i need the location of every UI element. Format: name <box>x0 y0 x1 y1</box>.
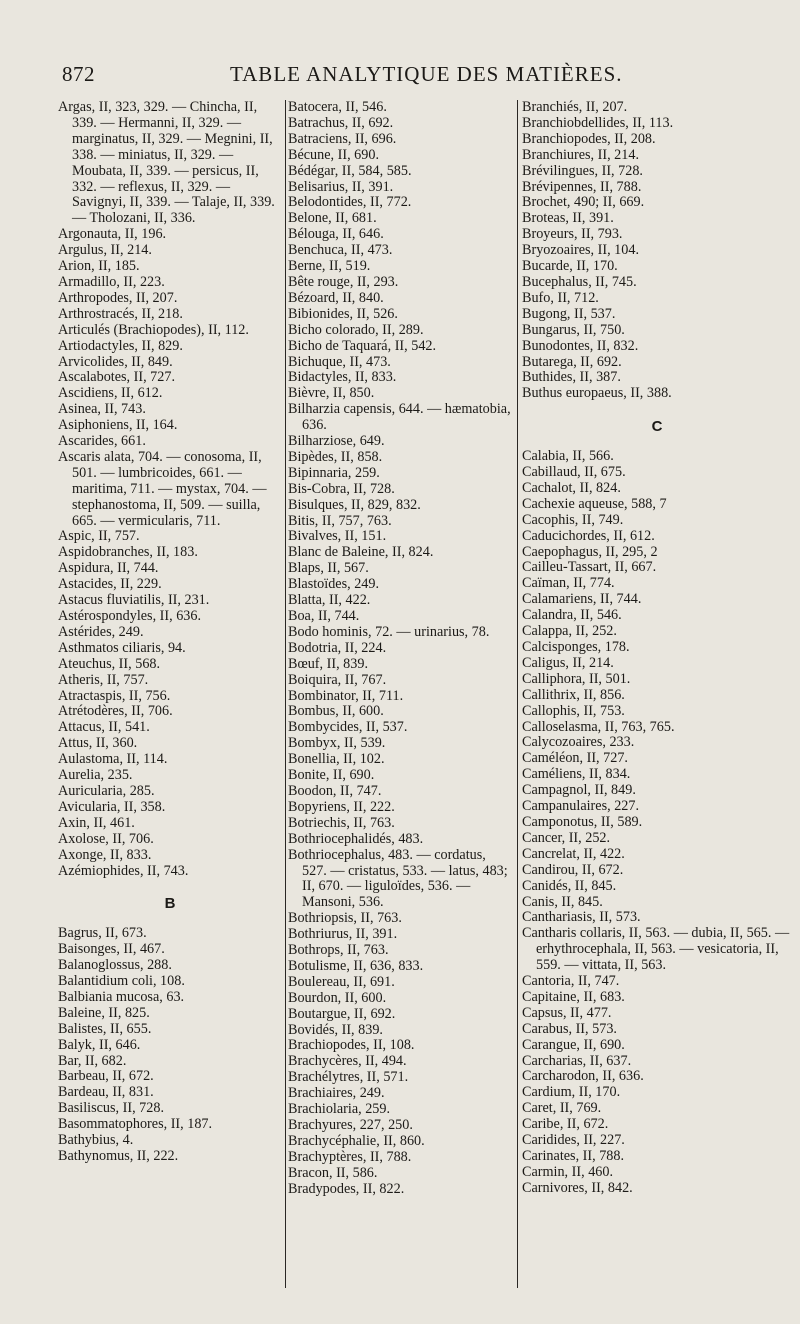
index-entry: Asinea, II, 743. <box>58 401 146 418</box>
index-entry: Axolose, II, 706. <box>58 830 154 847</box>
index-entry: Bombycides, II, 537. <box>288 719 408 736</box>
index-entry: Brévilingues, II, 728. <box>522 162 643 179</box>
index-entry: Bombyx, II, 539. <box>288 735 386 752</box>
index-entry: Arvicolides, II, 849. <box>58 353 173 370</box>
index-entry: Brachiopodes, II, 108. <box>288 1037 415 1054</box>
index-entry: Campagnol, II, 849. <box>522 782 636 799</box>
index-entry: Arthropodes, II, 207. <box>58 289 178 306</box>
index-entry: Boutargue, II, 692. <box>288 1005 396 1022</box>
index-entry: Butarega, II, 692. <box>522 353 622 370</box>
index-entry: Bothrops, II, 763. <box>288 942 389 959</box>
index-entry: Boa, II, 744. <box>288 608 360 624</box>
running-title: TABLE ANALYTIQUE DES MATIÈRES. <box>230 62 623 86</box>
index-entry: Bichuque, II, 473. <box>288 353 391 370</box>
index-entry: Bonite, II, 690. <box>288 767 375 784</box>
index-entry: Asiphoniens, II, 164. <box>58 417 178 434</box>
index-entry: Bœuf, II, 839. <box>288 655 368 672</box>
index-entry: Bopyriens, II, 222. <box>288 798 395 815</box>
index-entry: Barbeau, II, 672. <box>58 1068 154 1085</box>
index-entry: Bathybius, 4. <box>58 1132 134 1149</box>
index-entry: Bracon, II, 586. <box>288 1164 378 1181</box>
index-entry: Balyk, II, 646. <box>58 1036 141 1053</box>
index-entry: Basommatophores, II, 187. <box>58 1116 213 1133</box>
index-entry: Caméléon, II, 727. <box>522 750 628 767</box>
index-entry: Bilharzia capensis, 644. — hæmatobia, 636. <box>288 401 511 434</box>
index-entry: Canidés, II, 845. <box>522 877 617 894</box>
index-entry: Calloselasma, II, 763, 765. <box>522 718 675 735</box>
index-entry: Brochet, 490; II, 669. <box>522 194 645 211</box>
index-entry: Cachexie aqueuse, 588, 7 <box>522 495 667 512</box>
index-entry: Carabus, II, 573. <box>522 1020 617 1037</box>
index-entry: Axonge, II, 833. <box>58 846 152 863</box>
index-entry: Brachyptères, II, 788. <box>288 1148 412 1165</box>
index-entry: Brachycères, II, 494. <box>288 1053 407 1070</box>
index-entry: Aspidura, II, 744. <box>58 560 159 577</box>
index-entry: Artiodactyles, II, 829. <box>58 337 183 354</box>
index-entry: Astérides, 249. <box>58 623 144 640</box>
index-entry: Brachélytres, II, 571. <box>288 1069 409 1086</box>
index-entry: Caepophagus, II, 295, 2 <box>522 543 658 560</box>
index-entry: Caducichordes, II, 612. <box>522 527 655 544</box>
index-entry: Caribe, II, 672. <box>522 1116 609 1133</box>
index-entry: Ascidiens, II, 612. <box>58 385 163 402</box>
index-entry: Bisulques, II, 829, 832. <box>288 496 421 513</box>
index-entry: Boodon, II, 747. <box>288 782 382 799</box>
index-entry: Branchiobdellides, II, 113. <box>522 114 674 131</box>
section-letter: B <box>164 895 176 913</box>
index-entry: Ascalabotes, II, 727. <box>58 369 176 386</box>
index-entry: Bidactyles, II, 833. <box>288 369 397 386</box>
index-entry: Argas, II, 323, 329. — Chincha, II, 339. — Hermanni, II, 329. — marginatus, II, 329. — Megnini, II, 338. — miniatus, II, 329. — Moubata, II, 339. — persicus, II, 332. — reflexus, II, 329. — Savignyi, II, 339. — Talaje, II, 339. — Tholozani, II, 336. <box>58 99 275 227</box>
index-entry: Argonauta, II, 196. <box>58 226 167 243</box>
index-entry: Arthrostracés, II, 218. <box>58 305 183 322</box>
index-entry: Cancer, II, 252. <box>522 829 611 846</box>
index-entry: Camponotus, II, 589. <box>522 813 643 830</box>
index-entry: Bilharziose, 649. <box>288 433 385 450</box>
index-entry: Astacides, II, 229. <box>58 576 162 593</box>
index-entry: Canthariasis, II, 573. <box>522 909 641 926</box>
index-column-2 <box>288 100 514 1198</box>
index-entry: Asthmatos ciliaris, 94. <box>58 639 186 656</box>
index-entry: Boulereau, II, 691. <box>288 973 395 990</box>
index-entry: Batrachus, II, 692. <box>288 114 394 131</box>
index-entry: Branchiopodes, II, 208. <box>522 130 656 147</box>
index-entry: Capitaine, II, 683. <box>522 988 625 1005</box>
index-entry: Calappa, II, 252. <box>522 623 617 640</box>
index-entry: Bis-Cobra, II, 728. <box>288 480 395 497</box>
index-entry: Bécune, II, 690. <box>288 146 380 163</box>
index-entry: Aurelia, 235. <box>58 767 133 784</box>
index-entry: Bar, II, 682. <box>58 1052 127 1069</box>
index-entry: Balistes, II, 655. <box>58 1020 152 1037</box>
index-entry: Azémiophides, II, 743. <box>58 862 189 879</box>
index-entry: Aspic, II, 757. <box>58 528 140 545</box>
index-entry: Benchuca, II, 473. <box>288 242 393 259</box>
index-entry: Blaps, II, 567. <box>288 560 369 577</box>
index-entry: Branchiures, II, 214. <box>522 146 640 163</box>
index-entry: Balbiania mucosa, 63. <box>58 988 185 1005</box>
index-entry: Bathynomus, II, 222. <box>58 1148 179 1164</box>
index-entry: Belone, II, 681. <box>288 210 377 227</box>
index-entry: Blastoïdes, 249. <box>288 576 380 593</box>
index-entry: Calamariens, II, 744. <box>522 591 642 608</box>
index-entry: Armadillo, II, 223. <box>58 273 165 290</box>
index-entry: Bitis, II, 757, 763. <box>288 512 392 529</box>
index-entry: Ascarides, 661. <box>58 433 146 450</box>
index-entry: Capsus, II, 477. <box>522 1004 612 1021</box>
index-entry: Callithrix, II, 856. <box>522 686 625 703</box>
index-entry: Calandra, II, 546. <box>522 607 622 624</box>
index-entry: Brévipennes, II, 788. <box>522 178 642 195</box>
index-entry: Bothriocephalidés, 483. <box>288 830 424 847</box>
index-entry: Bufo, II, 712. <box>522 289 599 306</box>
index-entry: Bradypodes, II, 822. <box>288 1180 405 1197</box>
index-entry: Callophis, II, 753. <box>522 702 625 719</box>
index-entry: Bombinator, II, 711. <box>288 687 404 704</box>
index-entry: Bodotria, II, 224. <box>288 639 387 656</box>
index-entry: Buthus europaeus, II, 388. <box>522 385 672 402</box>
index-entry: Atractaspis, II, 756. <box>58 687 171 704</box>
index-entry: Axin, II, 461. <box>58 814 135 831</box>
index-entry: Bugong, II, 537. <box>522 305 616 322</box>
index-column-1 <box>58 100 282 1165</box>
index-entry: Bardeau, II, 831. <box>58 1084 154 1101</box>
index-entry: Batocera, II, 546. <box>288 99 387 115</box>
index-entry: Calliphora, II, 501. <box>522 670 631 687</box>
index-entry: Arion, II, 185. <box>58 258 140 275</box>
index-entry: Bombus, II, 600. <box>288 703 384 720</box>
index-entry: Calcisponges, 178. <box>522 639 630 655</box>
index-entry: Aspidobranches, II, 183. <box>58 544 198 561</box>
index-entry: Carmin, II, 460. <box>522 1163 614 1180</box>
index-entry: Buthides, II, 387. <box>522 369 621 386</box>
index-entry: Bothriurus, II, 391. <box>288 926 398 943</box>
index-entry: Botriechis, II, 763. <box>288 814 395 831</box>
index-entry: Atheris, II, 757. <box>58 671 149 688</box>
index-entry: Blanc de Baleine, II, 824. <box>288 544 434 561</box>
column-rule-right <box>517 100 518 1288</box>
index-entry: Brachyures, 227, 250. <box>288 1117 413 1133</box>
index-entry: Attus, II, 360. <box>58 735 138 752</box>
index-entry: Bucarde, II, 170. <box>522 258 618 275</box>
index-entry: Baleine, II, 825. <box>58 1004 150 1021</box>
index-entry: Bothriocephalus, 483. — cordatus, 527. — cristatus, 533. — latus, 483; II, 670. — liguloïdes, 536. — Mansoni, 536. <box>288 846 508 911</box>
index-entry: Canis, II, 845. <box>522 893 603 910</box>
index-entry: Astérospondyles, II, 636. <box>58 608 202 624</box>
index-entry: Ascaris alata, 704. — conosoma, II, 501. — lumbricoides, 661. — maritima, 711. — mystax, 704. — stephanostoma, II, 509. — suilla, 665. — vermicularis, 711. <box>58 448 267 529</box>
index-entry: Blatta, II, 422. <box>288 592 371 609</box>
index-entry: Broteas, II, 391. <box>522 210 614 227</box>
index-entry: Broyeurs, II, 793. <box>522 226 623 243</box>
index-entry: Basiliscus, II, 728. <box>58 1100 165 1117</box>
index-entry: Carangue, II, 690. <box>522 1036 625 1053</box>
index-entry: Brachiaires, 249. <box>288 1085 385 1102</box>
index-entry: Carinates, II, 788. <box>522 1148 625 1164</box>
index-entry: Astacus fluviatilis, II, 231. <box>58 592 210 609</box>
index-entry: Bélouga, II, 646. <box>288 226 384 243</box>
index-column-3 <box>522 100 792 1197</box>
index-entry: Argulus, II, 214. <box>58 242 152 259</box>
page-number: 872 <box>62 62 95 86</box>
index-entry: Cachalot, II, 824. <box>522 479 621 496</box>
index-entry: Aulastoma, II, 114. <box>58 751 168 768</box>
index-entry: Caméliens, II, 834. <box>522 766 631 783</box>
index-entry: Bovidés, II, 839. <box>288 1021 383 1038</box>
index-entry: Bucephalus, II, 745. <box>522 273 637 290</box>
index-entry: Avicularia, II, 358. <box>58 798 166 815</box>
index-entry: Bunodontes, II, 832. <box>522 337 639 354</box>
running-header <box>62 62 782 92</box>
index-entry: Belodontides, II, 772. <box>288 194 412 211</box>
index-entry: Atrétodères, II, 706. <box>58 703 173 720</box>
index-entry: Bagrus, II, 673. <box>58 925 147 942</box>
index-entry: Calycozoaires, 233. <box>522 734 635 751</box>
index-entry: Carcharodon, II, 636. <box>522 1068 644 1085</box>
index-entry: Cardium, II, 170. <box>522 1084 621 1101</box>
index-entry: Boiquira, II, 767. <box>288 671 387 688</box>
index-entry: Bézoard, II, 840. <box>288 289 384 306</box>
section-letter: C <box>651 418 663 436</box>
index-entry: Baisonges, II, 467. <box>58 941 165 958</box>
index-entry: Bonellia, II, 102. <box>288 751 385 768</box>
index-entry: Bédégar, II, 584, 585. <box>288 162 412 179</box>
index-entry: Bothriopsis, II, 763. <box>288 910 402 927</box>
index-entry: Balantidium coli, 108. <box>58 973 185 990</box>
index-entry: Cacophis, II, 749. <box>522 511 624 528</box>
index-entry: Candirou, II, 672. <box>522 861 624 878</box>
index-entry: Bipinnaria, 259. <box>288 464 380 481</box>
index-entry: Carcharias, II, 637. <box>522 1052 632 1069</box>
index-entry: Articulés (Brachiopodes), II, 112. <box>58 321 249 338</box>
index-entry: Bryozoaires, II, 104. <box>522 242 640 259</box>
index-entry: Branchiés, II, 207. <box>522 99 628 115</box>
index-entry: Calabia, II, 566. <box>522 448 614 465</box>
index-entry: Bicho de Taquará, II, 542. <box>288 337 437 354</box>
index-entry: Cantoria, II, 747. <box>522 973 620 990</box>
index-entry: Bicho colorado, II, 289. <box>288 321 424 338</box>
index-entry: Caridides, II, 227. <box>522 1132 625 1149</box>
index-entry: Batraciens, II, 696. <box>288 130 397 147</box>
index-entry: Bourdon, II, 600. <box>288 989 387 1006</box>
index-entry: Caïman, II, 774. <box>522 575 615 592</box>
index-entry: Cabillaud, II, 675. <box>522 464 626 481</box>
index-entry: Caligus, II, 214. <box>522 654 614 671</box>
index-entry: Bièvre, II, 850. <box>288 385 375 402</box>
index-entry: Bibionides, II, 526. <box>288 305 398 322</box>
index-entry: Ateuchus, II, 568. <box>58 655 161 672</box>
index-entry: Attacus, II, 541. <box>58 719 150 736</box>
index-entry: Brachiolaria, 259. <box>288 1101 391 1118</box>
index-entry: Bungarus, II, 750. <box>522 321 625 338</box>
index-entry: Cailleu-Tassart, II, 667. <box>522 559 657 576</box>
index-entry: Brachycéphalie, II, 860. <box>288 1132 425 1149</box>
index-entry: Bodo hominis, 72. — urinarius, 78. <box>288 623 490 640</box>
index-entry: Bivalves, II, 151. <box>288 528 387 545</box>
index-entry: Auricularia, 285. <box>58 782 155 799</box>
column-rule-left <box>285 100 286 1288</box>
index-entry: Berne, II, 519. <box>288 258 371 275</box>
index-entry: Carnivores, II, 842. <box>522 1179 633 1196</box>
index-entry: Cancrelat, II, 422. <box>522 845 625 862</box>
index-entry: Balanoglossus, 288. <box>58 957 172 974</box>
index-entry: Bipèdes, II, 858. <box>288 448 383 465</box>
index-entry: Bête rouge, II, 293. <box>288 273 399 290</box>
index-entry: Botulisme, II, 636, 833. <box>288 957 424 974</box>
index-entry: Caret, II, 769. <box>522 1100 602 1117</box>
index-entry: Belisarius, II, 391. <box>288 178 394 195</box>
index-entry: Campanulaires, 227. <box>522 798 640 815</box>
index-entry: Cantharis collaris, II, 563. — dubia, II, 565. — erhythrocephala, II, 563. — vesicatoria, II, 559. — vittata, II, 563. <box>522 925 790 974</box>
